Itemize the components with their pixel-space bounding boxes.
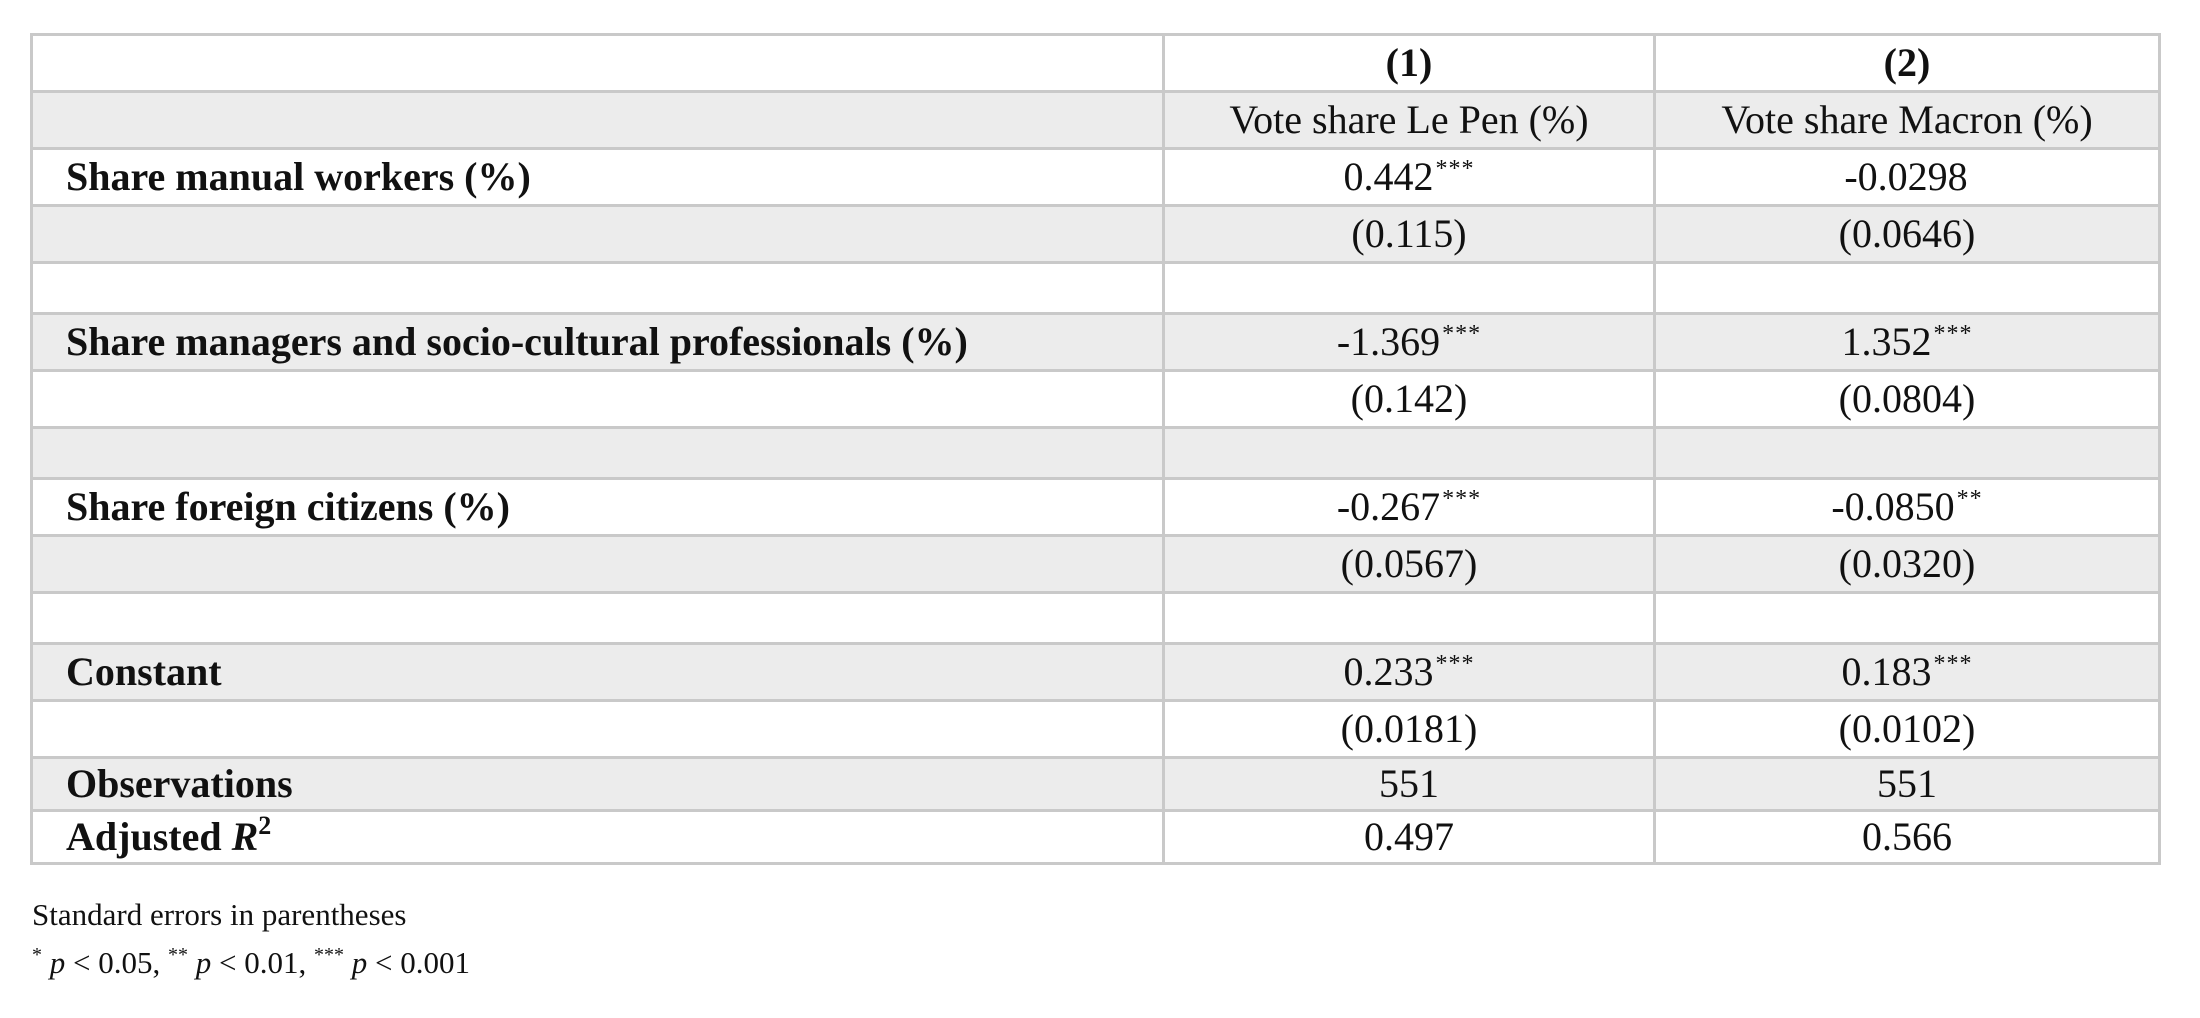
se-cell: (0.0102) bbox=[1655, 701, 2160, 758]
note-threshold: < 0.05, bbox=[65, 945, 168, 980]
se-row-manual-workers bbox=[32, 206, 2160, 263]
coef-cell bbox=[1164, 479, 1655, 536]
header-row-numbers bbox=[32, 35, 2160, 92]
coef-value: -0.0850 bbox=[1831, 484, 1955, 529]
column-1-title: Vote share Le Pen (%) bbox=[1164, 92, 1655, 149]
significance-stars: ** bbox=[1956, 486, 1983, 512]
observations-row bbox=[32, 758, 2160, 811]
se-cell: (0.142) bbox=[1164, 371, 1655, 428]
se-cell: (0.0181) bbox=[1164, 701, 1655, 758]
coef-value: -0.267 bbox=[1336, 484, 1441, 529]
coef-row-foreign-citizens bbox=[32, 479, 2160, 536]
coef-cell bbox=[1655, 149, 2160, 206]
header-title-blank-cell bbox=[32, 92, 1164, 149]
standard-errors-note: Standard errors in parentheses bbox=[32, 897, 407, 932]
note-stars: * bbox=[32, 944, 42, 966]
se-row-constant bbox=[32, 701, 2160, 758]
note-threshold: < 0.001 bbox=[367, 945, 470, 980]
adjusted-r2-value: 0.497 bbox=[1164, 811, 1655, 864]
spacer-row bbox=[32, 593, 2160, 644]
se-row-managers bbox=[32, 371, 2160, 428]
coef-row-managers bbox=[32, 314, 2160, 371]
significance-stars: *** bbox=[1435, 156, 1475, 182]
coef-cell bbox=[1164, 149, 1655, 206]
significance-stars: *** bbox=[1933, 651, 1973, 677]
spacer-row bbox=[32, 428, 2160, 479]
coef-value: 1.352 bbox=[1841, 319, 1932, 364]
coef-value: -1.369 bbox=[1336, 319, 1441, 364]
row-label: Share managers and socio-cultural professionals (%) bbox=[32, 314, 1164, 371]
significance-stars: *** bbox=[1933, 321, 1973, 347]
se-cell: (0.115) bbox=[1164, 206, 1655, 263]
coef-row-manual-workers bbox=[32, 149, 2160, 206]
coef-cell bbox=[1164, 314, 1655, 371]
observations-label: Observations bbox=[32, 758, 1164, 811]
significance-stars: *** bbox=[1442, 321, 1482, 347]
se-label-blank-cell bbox=[32, 536, 1164, 593]
coef-cell bbox=[1655, 479, 2160, 536]
coef-value: 0.233 bbox=[1343, 649, 1434, 694]
se-cell: (0.0320) bbox=[1655, 536, 2160, 593]
se-row-foreign-citizens bbox=[32, 536, 2160, 593]
adjusted-r2-label-prefix: Adjusted bbox=[66, 814, 232, 859]
se-label-blank-cell bbox=[32, 206, 1164, 263]
row-label: Share foreign citizens (%) bbox=[32, 479, 1164, 536]
se-label-blank-cell bbox=[32, 371, 1164, 428]
coef-cell bbox=[1655, 644, 2160, 701]
spacer-row bbox=[32, 263, 2160, 314]
se-label-blank-cell bbox=[32, 701, 1164, 758]
adjusted-r2-label-sup: 2 bbox=[258, 811, 272, 840]
adjusted-r2-label bbox=[32, 811, 1164, 864]
row-label: Share manual workers (%) bbox=[32, 149, 1164, 206]
adjusted-r2-label-r: R bbox=[231, 814, 259, 859]
significance-stars: *** bbox=[1442, 486, 1482, 512]
regression-table bbox=[30, 33, 2161, 865]
note-stars: *** bbox=[313, 944, 344, 966]
header-corner-cell bbox=[32, 35, 1164, 92]
row-label: Constant bbox=[32, 644, 1164, 701]
column-1-number: (1) bbox=[1164, 35, 1655, 92]
header-row-titles bbox=[32, 92, 2160, 149]
coef-value: 0.183 bbox=[1841, 649, 1932, 694]
adjusted-r2-value: 0.566 bbox=[1655, 811, 2160, 864]
coef-value: -0.0298 bbox=[1844, 154, 1968, 199]
significance-stars: *** bbox=[1435, 651, 1475, 677]
observations-value: 551 bbox=[1655, 758, 2160, 811]
se-cell: (0.0646) bbox=[1655, 206, 2160, 263]
note-stars: ** bbox=[167, 944, 188, 966]
column-2-number: (2) bbox=[1655, 35, 2160, 92]
coef-cell bbox=[1164, 644, 1655, 701]
note-p: p bbox=[351, 945, 368, 980]
coef-row-constant bbox=[32, 644, 2160, 701]
observations-value: 551 bbox=[1164, 758, 1655, 811]
significance-note bbox=[32, 946, 470, 980]
coef-value: 0.442 bbox=[1343, 154, 1434, 199]
adjusted-r2-row bbox=[32, 811, 2160, 864]
note-threshold: < 0.01, bbox=[211, 945, 314, 980]
note-p: p bbox=[49, 945, 66, 980]
se-cell: (0.0804) bbox=[1655, 371, 2160, 428]
se-cell: (0.0567) bbox=[1164, 536, 1655, 593]
column-2-title: Vote share Macron (%) bbox=[1655, 92, 2160, 149]
coef-cell bbox=[1655, 314, 2160, 371]
note-p: p bbox=[195, 945, 212, 980]
